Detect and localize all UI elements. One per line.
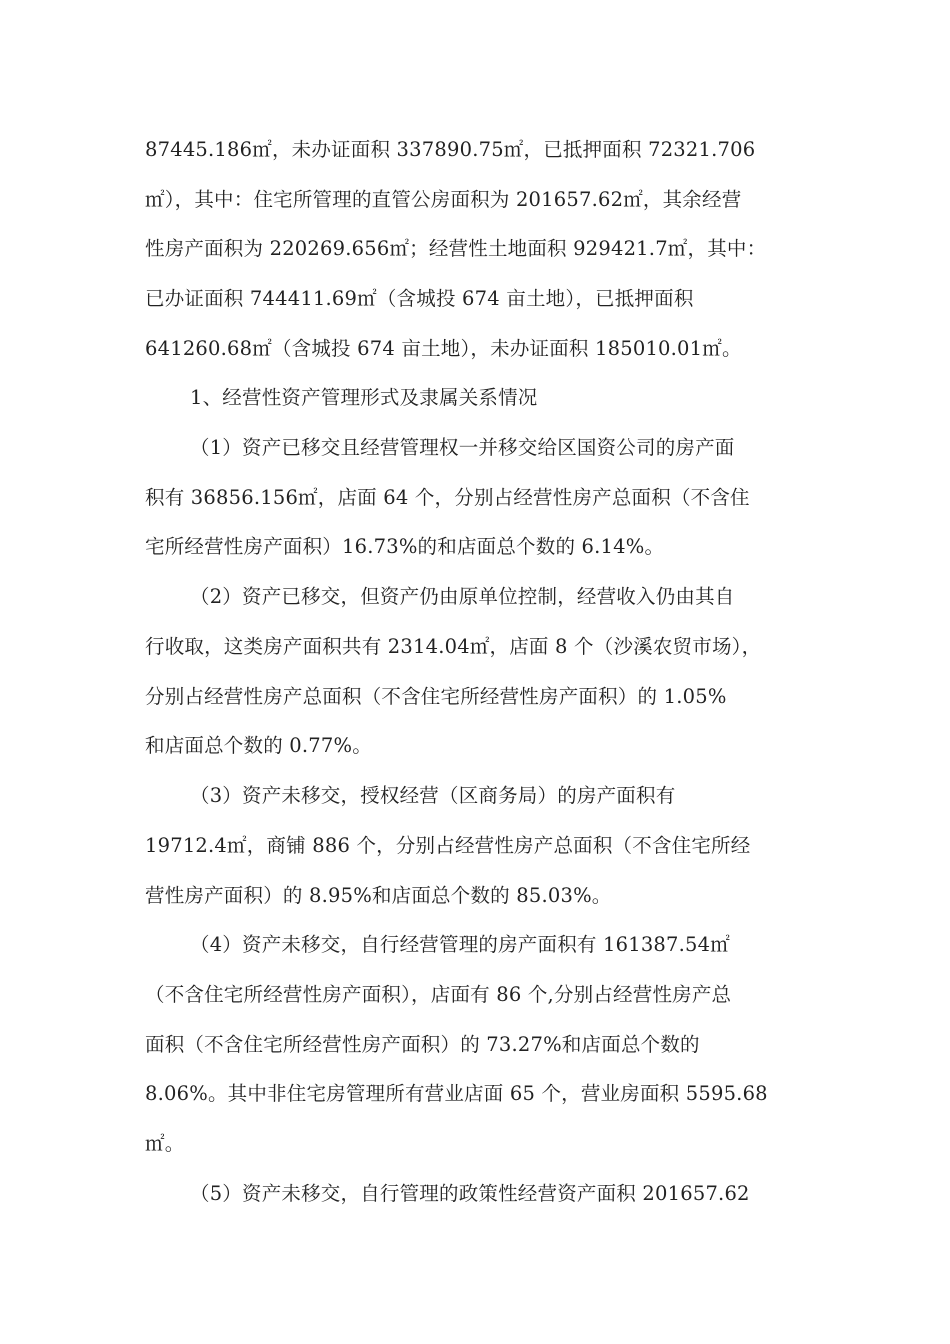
paragraph-4-start: （4）资产未移交，自行经营管理的房产面积有 161387.54㎡ bbox=[190, 933, 730, 956]
text-line: 641260.68㎡（含城投 674 亩土地），未办证面积 185010.01㎡。 bbox=[145, 337, 742, 360]
paragraph-2-start: （2）资产已移交，但资产仍由原单位控制，经营收入仍由其自 bbox=[190, 585, 735, 608]
text-line: （不含住宅所经营性房产面积），店面有 86 个,分别占经营性房产总 bbox=[145, 983, 732, 1006]
text-line: 87445.186㎡，未办证面积 337890.75㎡，已抵押面积 72321.706 bbox=[145, 138, 756, 161]
text-line: 营性房产面积）的 8.95%和店面总个数的 85.03%。 bbox=[145, 884, 612, 907]
text-line: 和店面总个数的 0.77%。 bbox=[145, 734, 372, 757]
text-line: ㎡），其中：住宅所管理的直管公房面积为 201657.62㎡，其余经营 bbox=[145, 188, 742, 211]
paragraph-1-start: （1）资产已移交且经营管理权一并移交给区国资公司的房产面 bbox=[190, 436, 735, 459]
text-line: 积有 36856.156㎡，店面 64 个，分别占经营性房产总面积（不含住 bbox=[145, 486, 750, 509]
text-line: 19712.4㎡，商铺 886 个，分别占经营性房产总面积（不含住宅所经 bbox=[145, 834, 751, 857]
text-line: ㎡。 bbox=[145, 1132, 185, 1155]
text-line: 宅所经营性房产面积）16.73%的和店面总个数的 6.14%。 bbox=[145, 535, 665, 558]
text-line: 分别占经营性房产总面积（不含住宅所经营性房产面积）的 1.05% bbox=[145, 685, 727, 708]
text-line: 已办证面积 744411.69㎡（含城投 674 亩土地），已抵押面积 bbox=[145, 287, 694, 310]
text-line: 8.06%。其中非住宅房管理所有营业店面 65 个，营业房面积 5595.68 bbox=[145, 1082, 768, 1105]
paragraph-3-start: （3）资产未移交，授权经营（区商务局）的房产面积有 bbox=[190, 784, 676, 807]
section-heading: 1、经营性资产管理形式及隶属关系情况 bbox=[190, 386, 538, 409]
text-line: 行收取，这类房产面积共有 2314.04㎡，店面 8 个（沙溪农贸市场）， bbox=[145, 635, 762, 658]
paragraph-5-start: （5）资产未移交，自行管理的政策性经营资产面积 201657.62 bbox=[190, 1182, 750, 1205]
text-line: 面积（不含住宅所经营性房产面积）的 73.27%和店面总个数的 bbox=[145, 1033, 700, 1056]
text-line: 性房产面积为 220269.656㎡；经营性土地面积 929421.7㎡，其中： bbox=[145, 237, 767, 260]
